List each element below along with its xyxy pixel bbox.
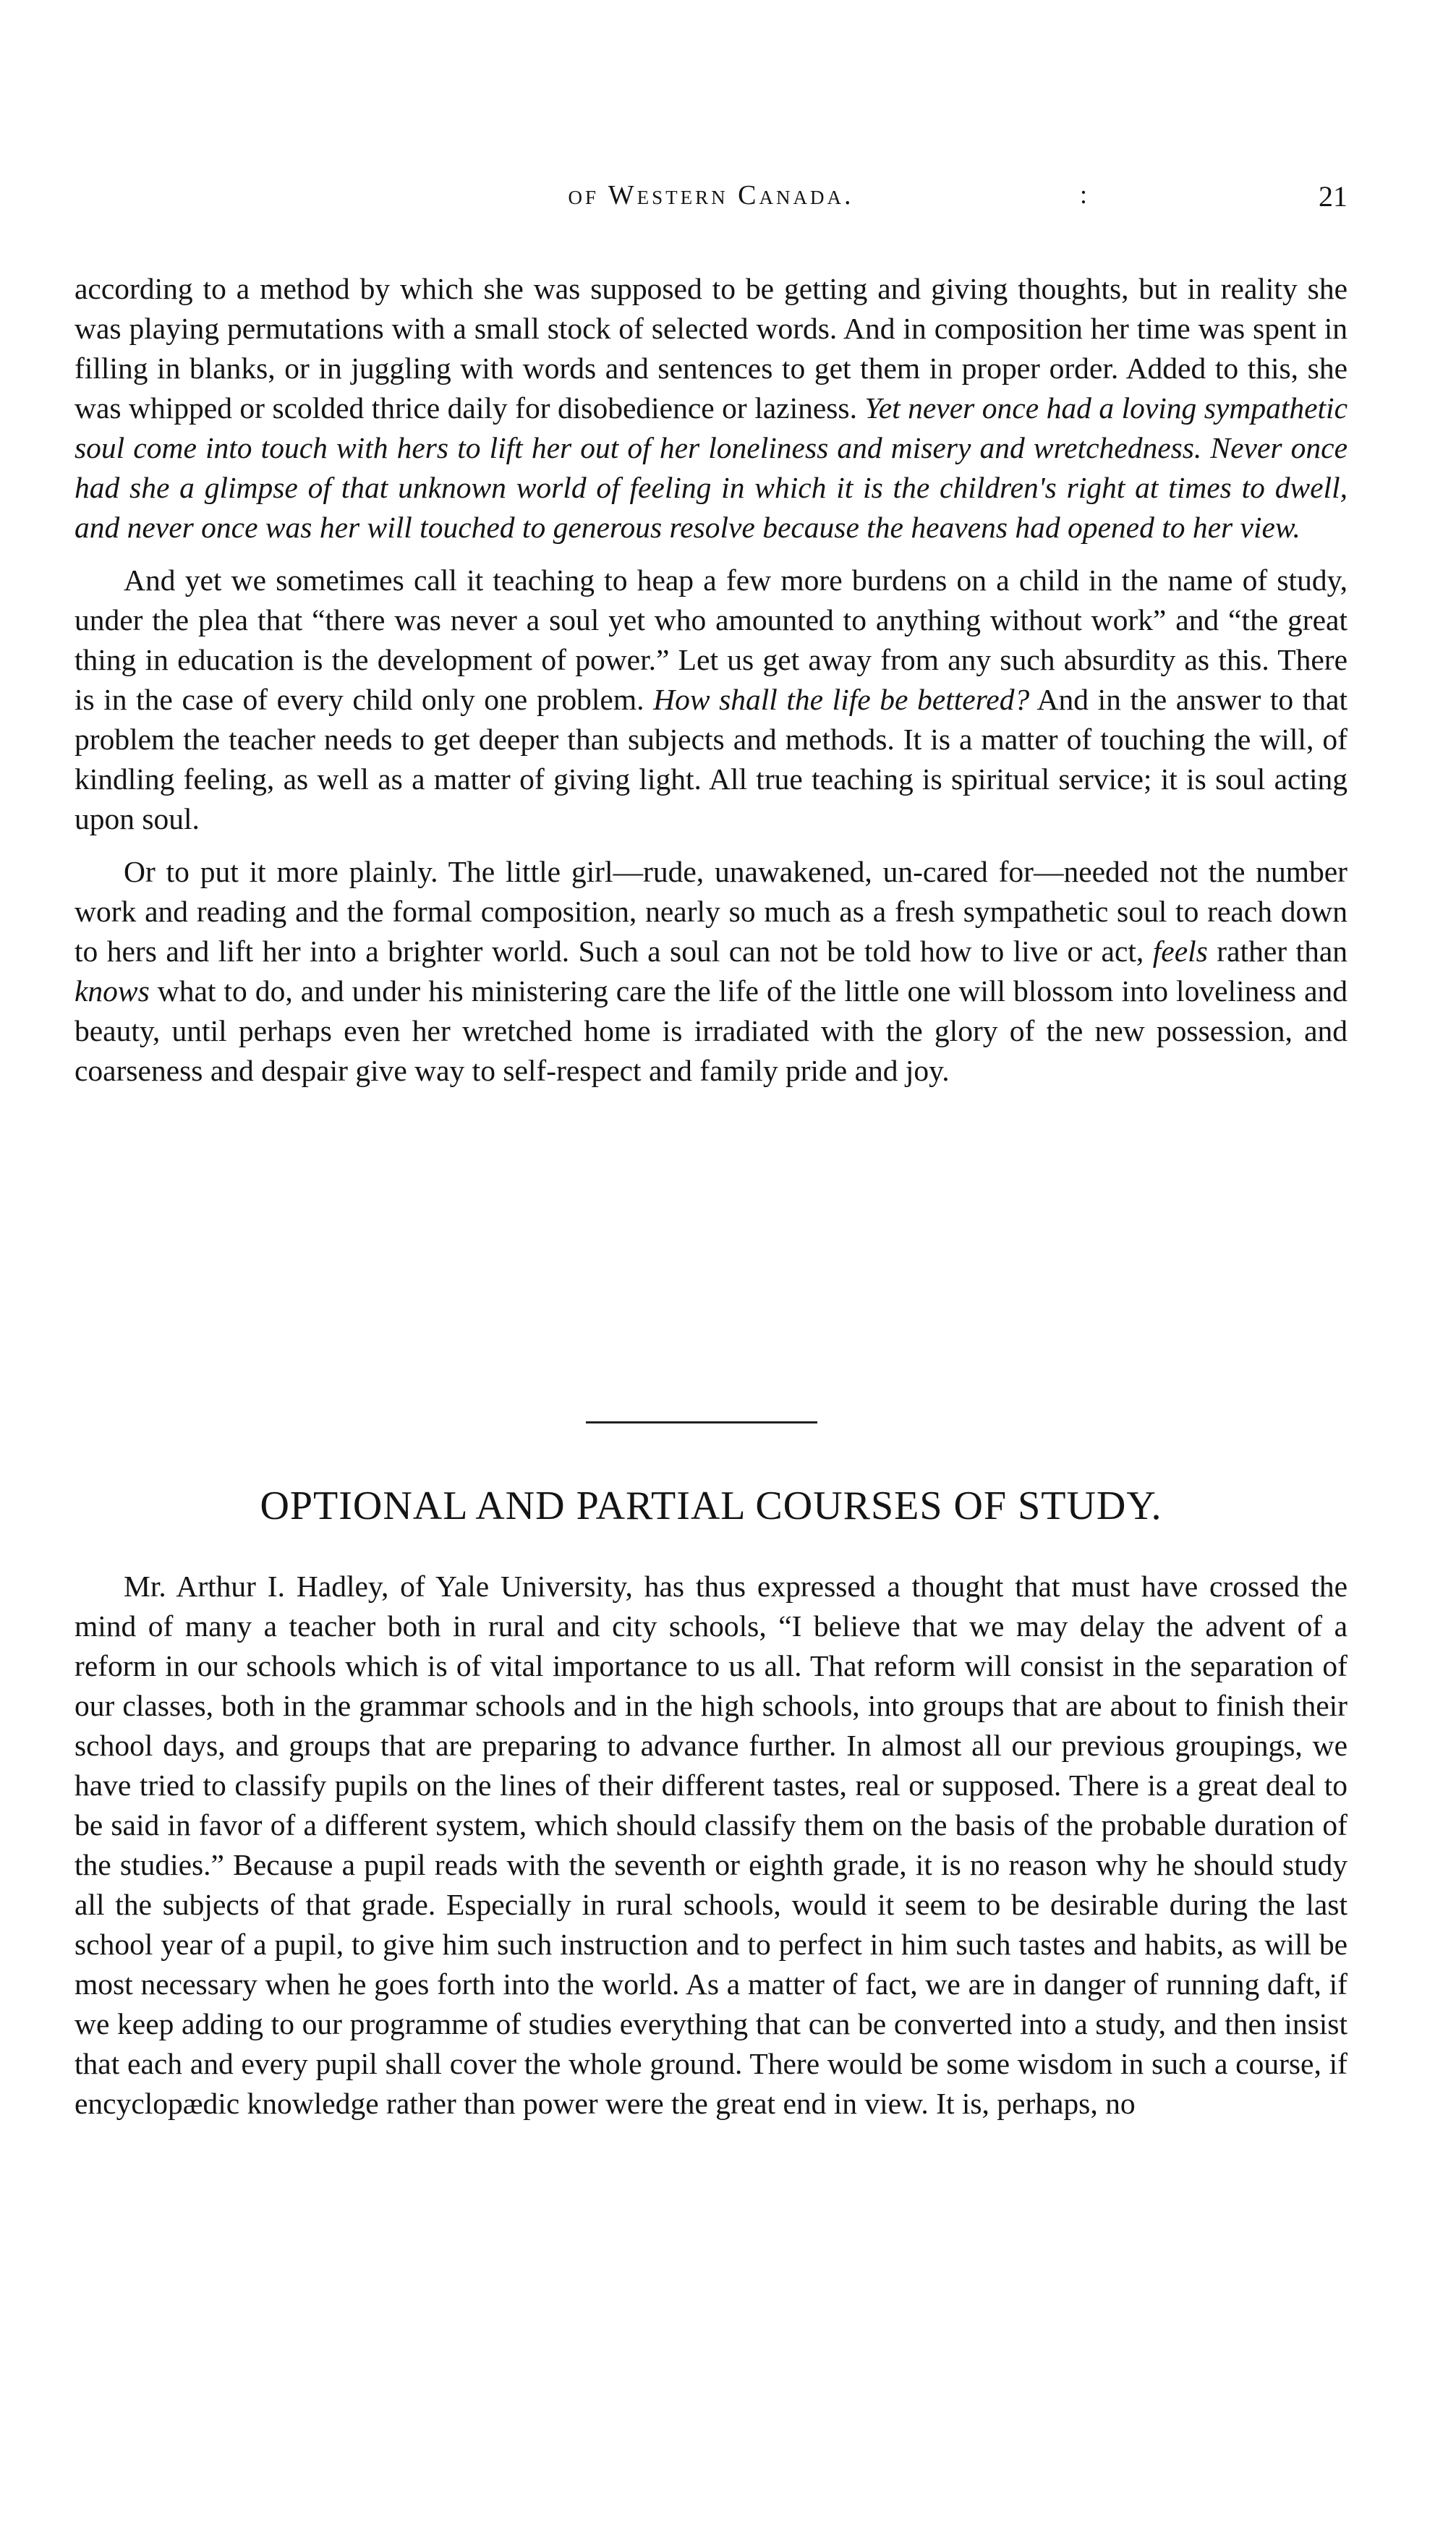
paragraph-text: rather than [1207, 935, 1348, 968]
paragraph-text: according to a method by which she was supposed to be getting and giving thoughts, but in reality she was playing permutations with a small stock of selected words. And in composition her time was spent in filling in blanks, or in juggling with words and sentences to get them in proper order. Added to this, she was whipped or scolded thrice daily for disobedience or laziness. [74, 272, 1348, 425]
paragraph: Mr. Arthur I. Hadley, of Yale University, has thus expressed a thought that must have crossed the mind of many a teacher both in rural and city schools, “I believe that we may delay the advent of a reform in our schools which is of vital importance to us all. That reform will consist in the separation of our classes, both in the grammar schools and in the high schools, into groups that are about to finish their school days, and groups that are preparing to advance further. In almost all our previous groupings, we have tried to classify pupils on the lines of their different tastes, real or supposed. There is a great deal to be said in favor of a different system, which should classify them on the basis of the probable duration of the studies.” Because a pupil reads with the seventh or eighth grade, it is no reason why he should study all the subjects of that grade. Especially in rural schools, would it seem to be desirable during the last school year of a pupil, to give him such instruction and to perfect in him such tastes and habits, as will be most necessary when he goes forth into the world. As a matter of fact, we are in danger of running daft, if we keep adding to our programme of studies everything that can be converted into a study, and then insist that each and every pupil shall cover the whole ground. There would be some wisdom in such a course, if encyclopædic knowledge rather than power were the great end in view. It is, perhaps, no [74, 1570, 1348, 2120]
italic-passage: Yet never once had a loving sympathetic soul come into touch with hers to lift her out of her loneliness and misery and wretchedness. Never once had she a glimpse of that unknown world of feeling in which it is the children's right at times to dwell, and never once was her will touched to generous resolve because the heavens had opened to her view. [74, 391, 1348, 544]
top-text-block [74, 269, 1348, 1091]
paragraph [74, 561, 1348, 839]
section-heading: OPTIONAL AND PARTIAL COURSES OF STUDY. [260, 1484, 1162, 1528]
paragraph-text: Or to put it more plainly. The little girl—rude, unawakened, un-cared for—needed not the number work and reading and the formal composition, nearly so much as a fresh sympathetic soul to reach down to hers and lift her into a brighter world. Such a soul can not be told how to live or act, [74, 855, 1348, 968]
running-title: of Western Canada. [568, 180, 854, 210]
italic-question: How shall the life be bettered? [653, 683, 1030, 716]
paragraph-text: what to do, and under his ministering care the life of the little one will blossom into loveliness and beauty, until perhaps even her wretched home is irradiated with the glory of the new possession, and coarseness and despair give way to self-respect and family pride and joy. [74, 974, 1348, 1087]
italic-word: knows [74, 974, 150, 1008]
section-text-block [74, 1567, 1348, 2124]
paragraph-text: And yet we sometimes call it teaching to heap a few more burdens on a child in the name of study, under the plea that “there was never a soul yet who amounted to anything without work” and “the great thing in education is the development of power.” Let us get away from any such absurdity as this. There is in the case of every child only one problem. [74, 563, 1348, 716]
section-divider [586, 1421, 817, 1423]
paragraph-text: And in the answer to that problem the teacher needs to get deeper than subjects and methods. It is a matter of touching the will, of kindling feeling, as well as a matter of giving light. All true teaching is spiritual service; it is soul acting upon soul. [74, 683, 1348, 835]
running-header [74, 179, 1348, 223]
italic-word: feels [1152, 935, 1208, 968]
printer-mark: : [1080, 180, 1088, 209]
page-number: 21 [1319, 180, 1348, 213]
paragraph [74, 852, 1348, 1091]
paragraph-continued [74, 269, 1348, 548]
